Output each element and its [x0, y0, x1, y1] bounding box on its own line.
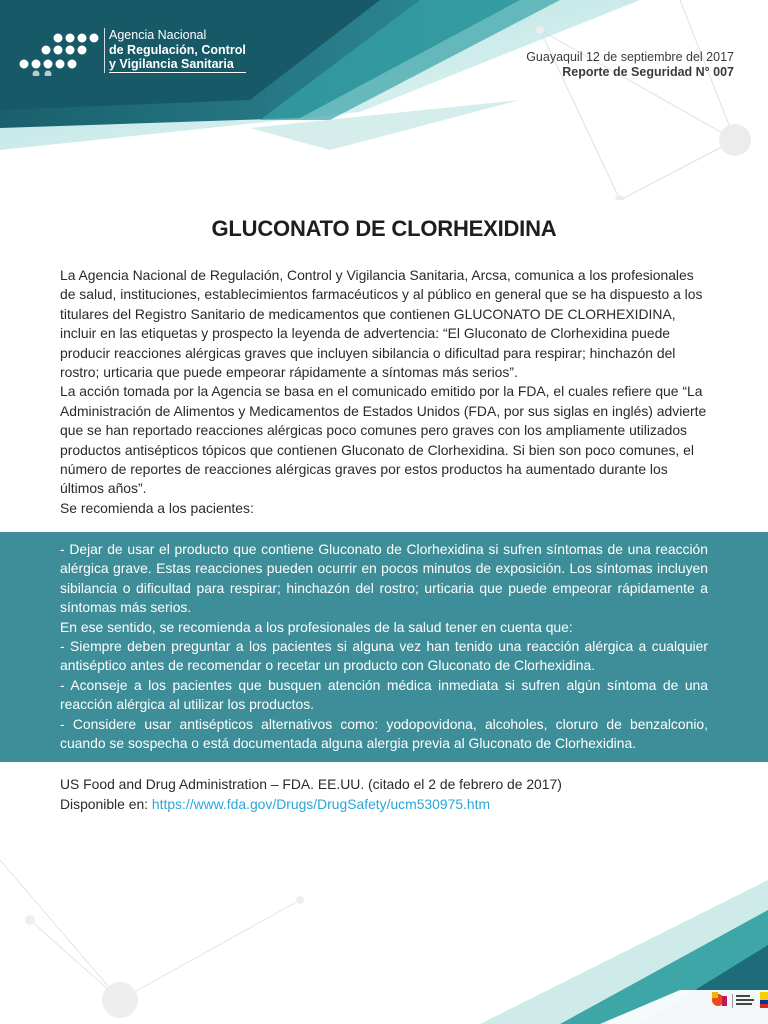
recommendation-item: - Dejar de usar el producto que contiene Gluconato de Clorhexidina si sufren síntomas de una reacción alérgica grave. Estas reacciones pueden ocurrir en pocos minutos de exposición. Los síntomas incluyen sibilancia o dificultad para respirar; hinchazón del rostro; urticaria que puede empeorar rápidamente a síntomas más serios.: [60, 541, 708, 616]
agency-logo: [18, 28, 248, 80]
reference-link[interactable]: https://www.fda.gov/Drugs/DrugSafety/ucm530975.htm: [151, 796, 491, 812]
document-title: GLUCONATO DE CLORHEXIDINA: [211, 216, 557, 241]
agency-logo-dots-icon: [18, 32, 114, 76]
agency-name-line1: Agencia Nacional: [109, 28, 207, 42]
ministry-logo: [708, 986, 768, 1014]
recommendation-intro: En ese sentido, se recomienda a los profesionales de la salud tener en cuenta que:: [60, 618, 573, 635]
recommendation-item: - Considere usar antisépticos alternativos como: yodopovidona, alcoholes, cloruro de benzalconio, cuando se sospecha o está documentada alguna alergia previa al Gluconato de Clorhexidina.: [60, 715, 708, 752]
reference-section: [60, 774, 562, 814]
report-number: Reporte de Seguridad N° 007: [562, 65, 734, 79]
document-body: [60, 266, 708, 518]
recommendation-item: - Aconseje a los pacientes que busquen atención médica inmediata si sufren algún síntoma de una reacción alérgica al utilizar los productos.: [60, 676, 708, 713]
body-paragraph: La acción tomada por la Agencia se basa en el comunicado emitido por la FDA, el cuales refiere que “La Administración de Alimentos y Medicamentos de Estados Unidos (FDA, por sus siglas en inglés) advierte que se han reportado reacciones alérgicas poco comunes pero graves con los ampliamente utilizados productos antisépticos tópicos que contienen Gluconato de Clorhexidina. Si bien son poco comunes, el número de reportes de reacciones alérgicas graves por estos productos ha aumentado durante los últimos años”.: [60, 383, 707, 497]
agency-name-line3: y Vigilancia Sanitaria: [109, 57, 246, 73]
report-date: Guayaquil 12 de septiembre del 2017: [526, 50, 734, 64]
ecuador-flag-icon: [760, 992, 768, 1008]
body-paragraph: Se recomienda a los pacientes:: [60, 499, 254, 516]
reference-source: US Food and Drug Administration – FDA. EE.UU. (citado el 2 de febrero de 2017): [60, 776, 562, 792]
reference-available-label: Disponible en:: [60, 796, 149, 812]
reference-availability: [60, 794, 562, 814]
agency-name-line2: de Regulación, Control: [109, 42, 246, 57]
recommendations-list: [60, 540, 708, 753]
body-paragraph: La Agencia Nacional de Regulación, Control y Vigilancia Sanitaria, Arcsa, comunica a los profesionales de salud, instituciones, establecimientos farmacéuticos y al público en general que se ha dispuesto a los titulares del Registro Sanitario de medicamentos que contienen GLUCONATO DE CLORHEXIDINA, incluir en las etiquetas y prospecto la leyenda de advertencia: “El Gluconato de Clorhexidina puede producir reacciones alérgicas graves que incluyen sibilancia o dificultad para respirar; hinchazón del rostro; urticaria que puede empeorar rápidamente a síntomas más serios”.: [60, 267, 703, 381]
recommendation-item: - Siempre deben preguntar a los pacientes si alguna vez han tenido una reacción alérgica a cualquier antiséptico antes de recomendar o recetar un producto con Gluconato de Clorhexidina.: [60, 638, 708, 674]
agency-name: [104, 28, 246, 73]
ministry-emblem-icon: [712, 992, 727, 1006]
report-header-info: [526, 50, 734, 80]
